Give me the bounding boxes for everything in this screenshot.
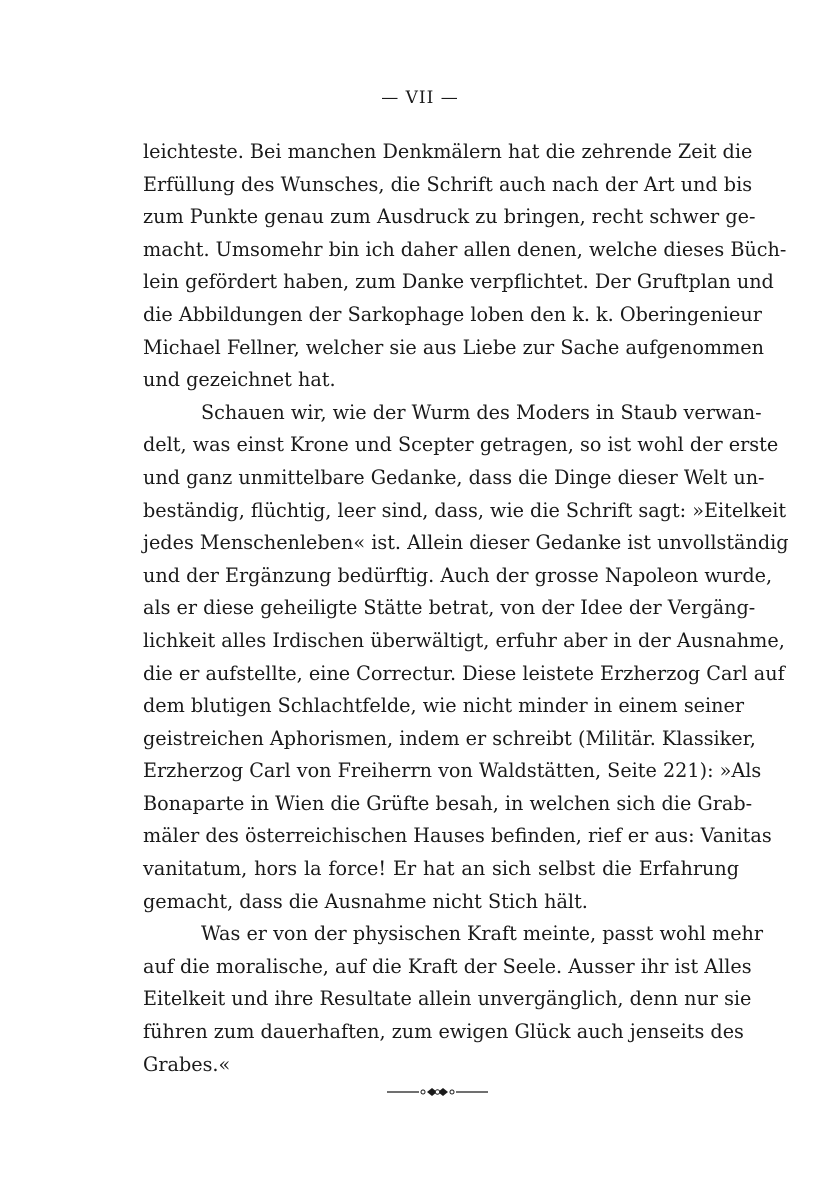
text-line: mäler des österreichischen Hauses befinden, rief er aus: Vanitas (143, 824, 772, 848)
text-line: die Abbildungen der Sarkophage loben den k. k. Oberingenieur (143, 302, 762, 326)
text-line: geistreichen Aphorismen, indem er schreibt (Militär. Klassiker, (143, 726, 756, 750)
text-line: und der Ergänzung bedürftig. Auch der grosse Napoleon wurde, (143, 563, 773, 587)
text-line: Erzherzog Carl von Freiherrn von Waldstätten, Seite 221): »Als (143, 759, 762, 783)
text-line: dem blutigen Schlachtfelde, wie nicht minder in einem seiner (143, 694, 745, 718)
text-line: Grabes.« (143, 1052, 231, 1076)
text-line: lein gefördert haben, zum Danke verpflichtet. Der Gruftplan und (143, 270, 774, 294)
text-line: macht. Umsomehr bin ich daher allen denen, welche dieses Büch- (143, 237, 787, 261)
text-line: Erfüllung des Wunsches, die Schrift auch nach der Art und bis (143, 172, 753, 196)
text-line: Was er von der physischen Kraft meinte, passt wohl mehr (201, 922, 764, 946)
text-line: jedes Menschenleben« ist. Allein dieser Gedanke ist unvollständig (143, 531, 789, 555)
text-line: auf die moralische, auf die Kraft der Seele. Ausser ihr ist Alles (143, 954, 752, 978)
text-line: als er diese geheiligte Stätte betrat, von der Idee der Vergäng- (143, 596, 756, 620)
text-line: Eitelkeit und ihre Resultate allein unvergänglich, denn nur sie (143, 987, 752, 1011)
text-line: lichkeit alles Irdischen überwältigt, erfuhr aber in der Ausnahme, (143, 628, 785, 652)
text-line: Schauen wir, wie der Wurm des Moders in Staub verwan- (201, 400, 762, 424)
text-line: vanitatum, hors la force! Er hat an sich selbst die Erfahrung (143, 857, 739, 881)
text-line: leichteste. Bei manchen Denkmälern hat die zehrende Zeit die (143, 140, 753, 163)
body-text (143, 136, 789, 1081)
page-number: — VII — (381, 88, 459, 108)
text-line: Bonaparte in Wien die Grüfte besah, in welchen sich die Grab- (143, 791, 753, 815)
paragraph (143, 397, 789, 919)
text-line: die er aufstellte, eine Correctur. Diese leistete Erzherzog Carl auf (143, 661, 785, 685)
text-line: zum Punkte genau zum Ausdruck zu bringen, recht schwer ge- (143, 205, 756, 229)
text-line: beständig, flüchtig, leer sind, dass, wie die Schrift sagt: »Eitelkeit (143, 498, 787, 522)
text-line: führen zum dauerhaften, zum ewigen Glück auch jenseits des (143, 1020, 744, 1044)
text-line: Michael Fellner, welcher sie aus Liebe zur Sache aufgenommen (143, 335, 765, 359)
text-line: delt, was einst Krone und Scepter getragen, so ist wohl der erste (143, 433, 779, 457)
paragraph (143, 136, 787, 397)
end-ornament-icon (385, 1085, 490, 1099)
text-line: und ganz unmittelbare Gedanke, dass die Dinge dieser Welt un- (143, 465, 765, 489)
text-line: und gezeichnet hat. (143, 368, 336, 392)
text-line: gemacht, dass die Ausnahme nicht Stich hält. (143, 889, 588, 913)
paragraph (143, 918, 764, 1081)
